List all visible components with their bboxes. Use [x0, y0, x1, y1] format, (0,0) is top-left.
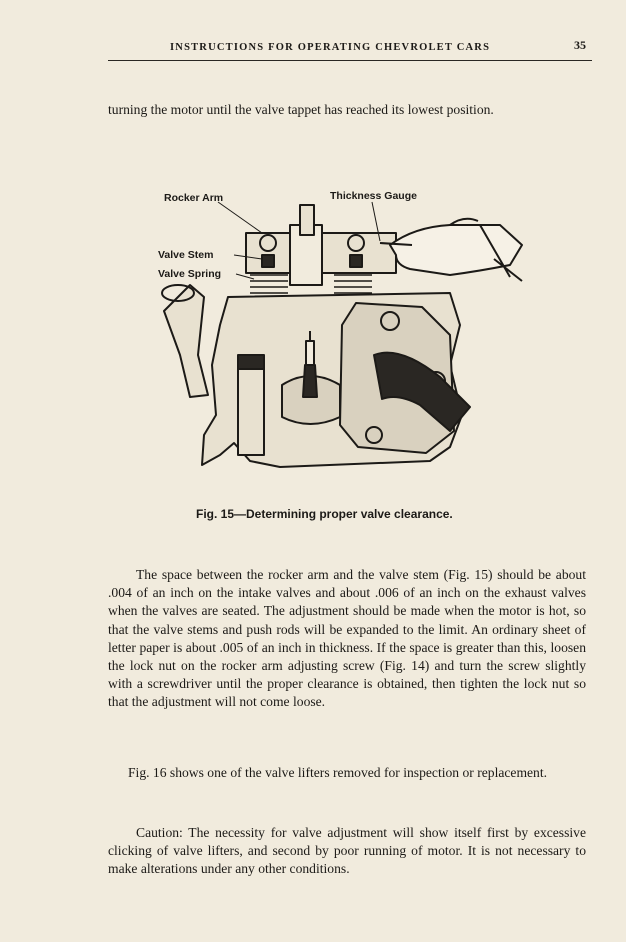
body-paragraph: The space between the rocker arm and the valve stem (Fig. 15) should be about .004 of an inch on the intake valves and about .006 of an inch on the exhaust valves when the valves are seated. The adjustment should be made when the motor is hot, so that the valve stems and push rods will be expanded to the limit. An ordinary sheet of letter paper is about .005 of an inch in thickness. If the space is greater than this, loosen the lock nut on the rocker arm adjusting screw (Fig. 14) and turn the screw slightly with a screwdriver until the proper clearance is obtained, then tighten the lock nut so that the adjustment will not come loose. — [108, 567, 586, 710]
header-title: INSTRUCTIONS FOR OPERATING CHEVROLET CARS — [170, 42, 491, 53]
body-paragraph-continuation: turning the motor until the valve tappet has reached its lowest position. — [108, 102, 494, 117]
running-header — [108, 38, 592, 61]
label-rocker-arm: Rocker Arm — [164, 192, 224, 204]
body-paragraph: Fig. 16 shows one of the valve lifters removed for inspection or replacement. — [128, 765, 548, 780]
label-thickness-gauge: Thickness Gauge — [330, 190, 417, 202]
page-number: 35 — [574, 38, 586, 52]
label-valve-stem: Valve Stem — [158, 249, 214, 261]
label-valve-spring: Valve Spring — [158, 268, 222, 280]
engine-drawing — [150, 185, 530, 485]
engine-valve-illustration — [150, 185, 530, 485]
figure-caption: Fig. 15—Determining proper valve clearance. — [196, 507, 453, 521]
body-paragraph-caution: Caution: The necessity for valve adjustment will show itself first by excessive clicking of valve lifters, and second by poor running of motor. It is not necessary to make alterations under any other conditions. — [108, 825, 586, 877]
